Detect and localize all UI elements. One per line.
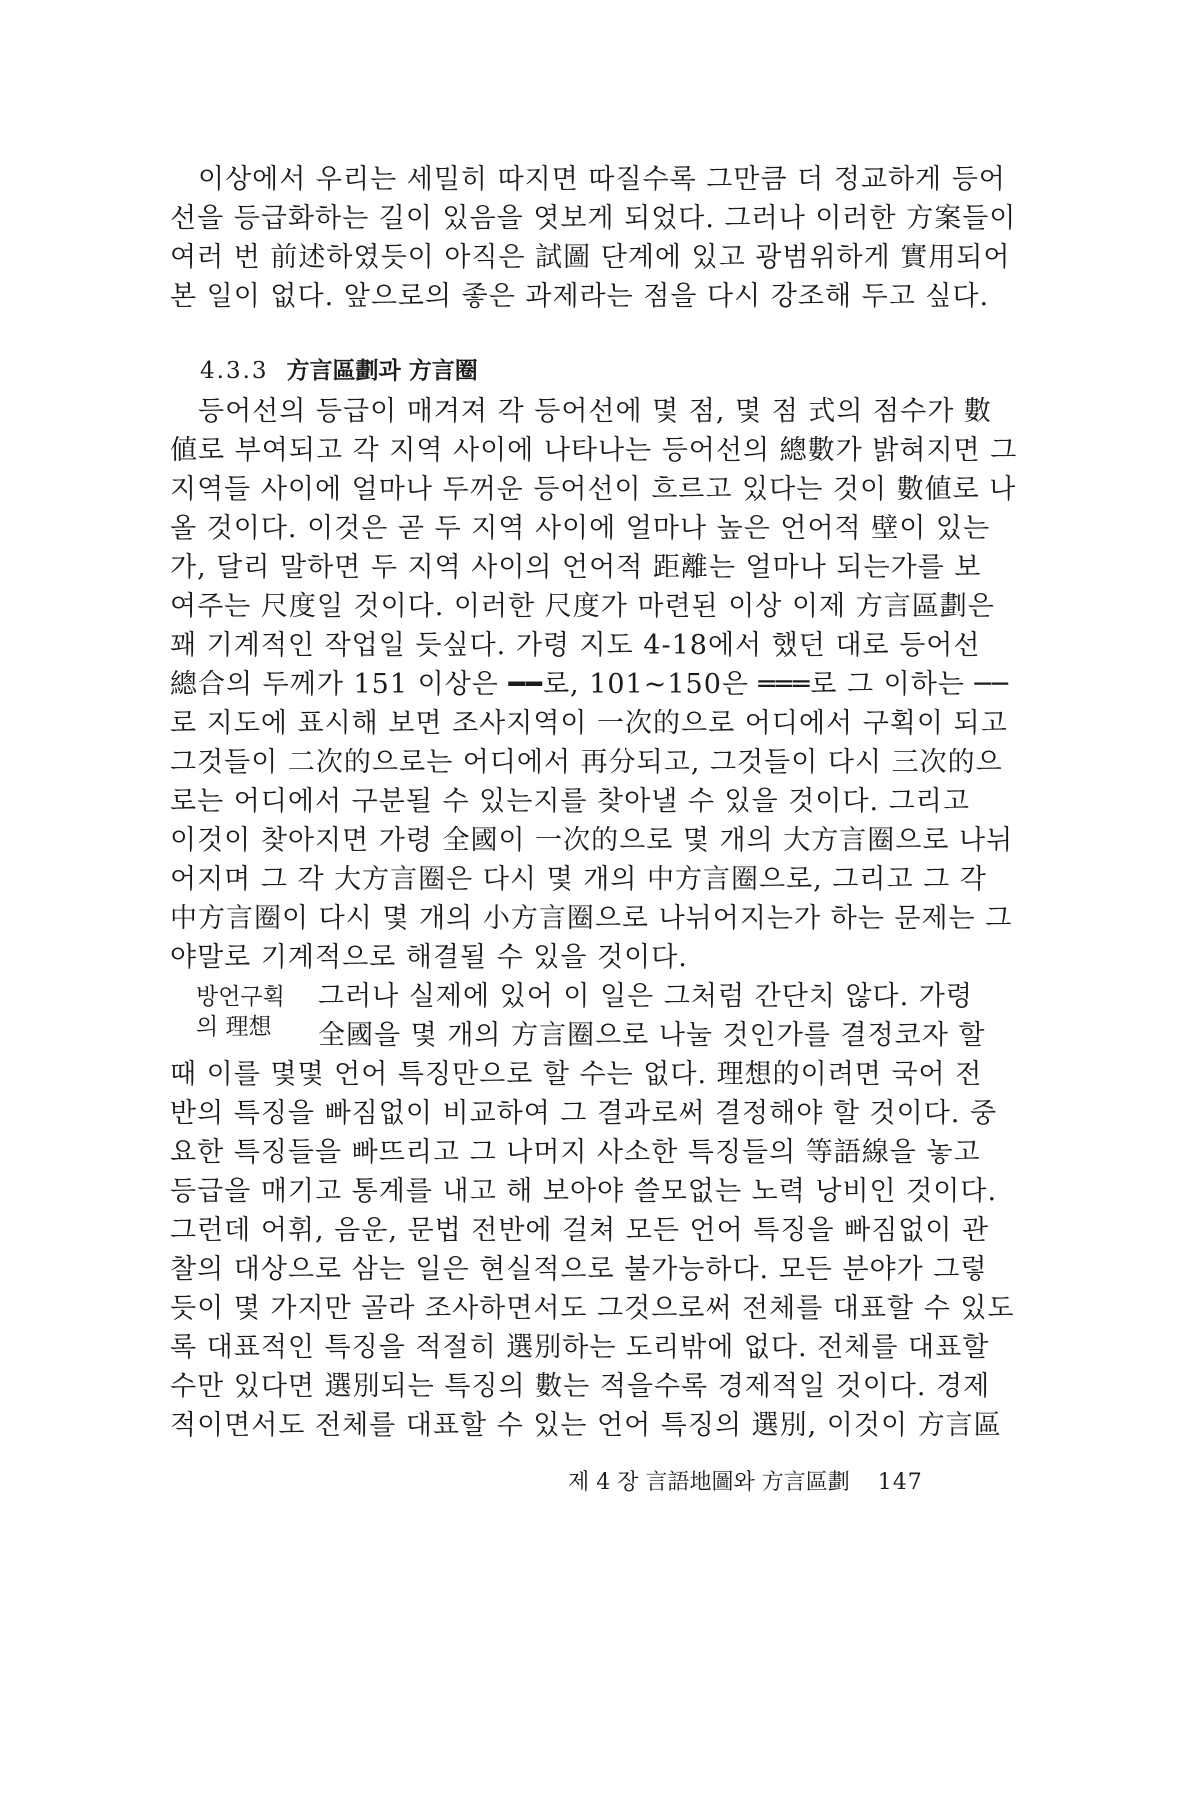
body-text-line: 등어선의 등급이 매겨져 각 등어선에 몇 점, 몇 점 式의 점수가 數 [198,396,992,427]
body-text-line: 등급을 매기고 통계를 내고 해 보아야 쓸모없는 노력 낭비인 것이다. [170,1176,998,1207]
body-text-line: 올 것이다. 이것은 곧 두 지역 사이에 얼마나 높은 언어적 壁이 있는 [170,513,991,544]
body-text-line: 이상에서 우리는 세밀히 따지면 따질수록 그만큼 더 정교하게 등어 [198,164,1006,195]
body-text-line: 總合의 두께가 151 이상은 ━━로, 101∼150은 ═══로 그 이하는 ── [170,669,1009,700]
body-text-line: 야말로 기계적으로 해결될 수 있을 것이다. [170,942,688,973]
body-text-line: 록 대표적인 특징을 적절히 選別하는 도리밖에 없다. 전체를 대표할 [170,1332,990,1363]
section-title: 方言區劃과 方言圈 [286,357,478,384]
body-text-line: 때 이를 몇몇 언어 특징만으로 할 수는 없다. 理想的이려면 국어 전 [170,1059,983,1090]
body-text-line: 지역들 사이에 얼마나 두꺼운 등어선이 흐르고 있다는 것이 數値로 나 [170,474,1017,505]
body-text-line: 본 일이 없다. 앞으로의 좋은 과제라는 점을 다시 강조해 두고 싶다. [170,281,990,312]
body-text-line: 가, 달리 말하면 두 지역 사이의 언어적 距離는 얼마나 되는가를 보 [170,552,982,583]
body-text-line: 선을 등급화하는 길이 있음을 엿보게 되었다. 그러나 이러한 方案들이 [170,203,1017,234]
body-text-line: 그러나 실제에 있어 이 일은 그처럼 간단치 않다. 가령 [318,981,973,1012]
body-text-line: 그런데 어휘, 음운, 문법 전반에 걸쳐 모든 언어 특징을 빠짐없이 관 [170,1215,990,1246]
body-text-line: 수만 있다면 選別되는 특징의 數는 적을수록 경제적일 것이다. 경제 [170,1371,991,1402]
margin-note-line: 의 理想 [196,1014,272,1040]
margin-note [196,982,285,1042]
body-text-line: 반의 특징을 빠짐없이 비교하여 그 결과로써 결정해야 할 것이다. 중 [170,1098,998,1129]
body-text-line: 요한 특징들을 빠뜨리고 그 나머지 사소한 특징들의 等語線을 놓고 [170,1137,981,1168]
running-head: 제 4 장 言語地圖와 方言區劃 [568,1470,850,1495]
body-text-line: 로는 어디에서 구분될 수 있는지를 찾아낼 수 있을 것이다. 그리고 [170,786,970,817]
body-text-line: 中方言圈이 다시 몇 개의 小方言圈으로 나뉘어지는가 하는 문제는 그 [170,903,1013,934]
section-heading [200,355,478,387]
body-text-line: 여주는 尺度일 것이다. 이러한 尺度가 마련된 이상 이제 方言區劃은 [170,591,995,622]
body-text-line: 찰의 대상으로 삼는 일은 현실적으로 불가능하다. 모든 분야가 그렇 [170,1254,988,1285]
body-text-line: 적이면서도 전체를 대표할 수 있는 언어 특징의 選別, 이것이 方言區 [170,1410,1002,1441]
body-text-line: 이것이 찾아지면 가령 全國이 一次的으로 몇 개의 大方言圈으로 나뉘 [170,825,1014,856]
body-text-line: 어지며 그 각 大方言圈은 다시 몇 개의 中方言圈으로, 그리고 그 각 [170,864,987,895]
body-text-line: 여러 번 前述하였듯이 아직은 試圖 단계에 있고 광범위하게 實用되어 [170,242,1011,273]
body-text-line: 꽤 기계적인 작업일 듯싶다. 가령 지도 4-18에서 했던 대로 등어선 [170,630,981,661]
body-text-line: 値로 부여되고 각 지역 사이에 나타나는 등어선의 總數가 밝혀지면 그 [170,435,1018,466]
page-footer [568,1468,923,1498]
body-text-line: 로 지도에 표시해 보면 조사지역이 一次的으로 어디에서 구획이 되고 [170,708,1008,739]
body-text-line: 그것들이 二次的으로는 어디에서 再分되고, 그것들이 다시 三次的으 [170,747,1003,778]
body-text-line: 듯이 몇 가지만 골라 조사하면서도 그것으로써 전체를 대표할 수 있도 [170,1293,1015,1324]
section-number: 4.3.3 [200,358,269,384]
body-text-line: 全國을 몇 개의 方言圈으로 나눌 것인가를 결정코자 할 [318,1020,986,1051]
margin-note-line: 방언구획 [196,984,285,1010]
page-number: 147 [877,1470,923,1495]
